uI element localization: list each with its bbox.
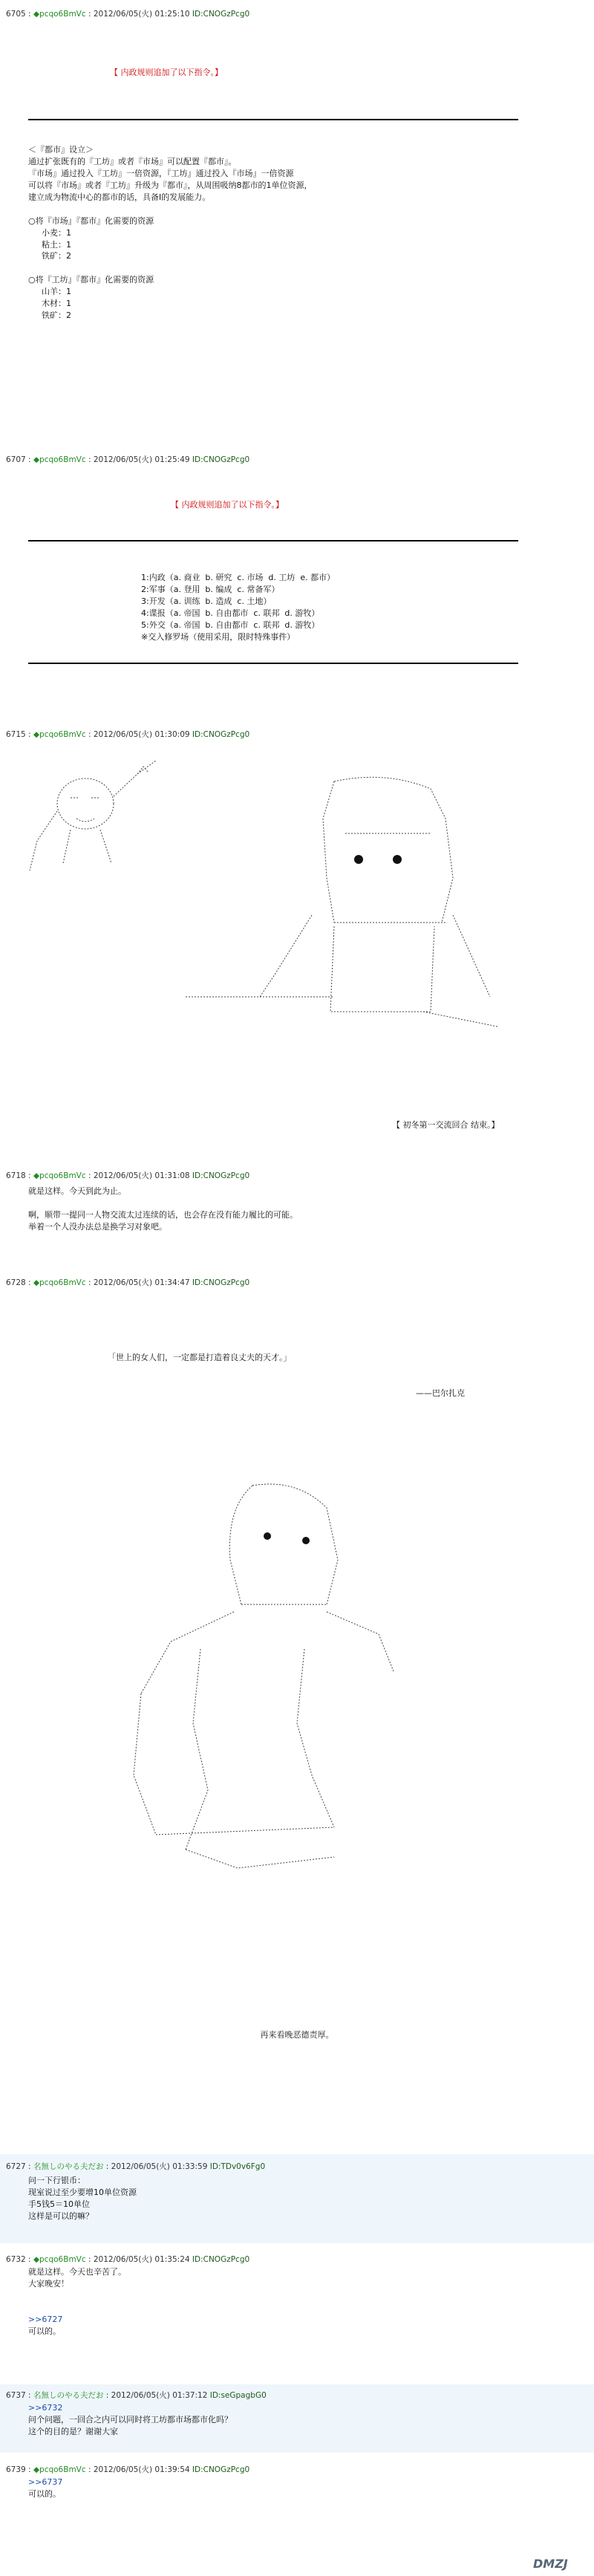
post-header (6, 2390, 267, 2401)
option-line: 5:外交（a. 帝国 b. 自由都市 c. 联邦 d. 游牧） (141, 619, 320, 630)
body-line: 现室说过至少要增10单位资源 (28, 2187, 137, 2197)
post-header (6, 1278, 249, 1289)
body-line: 举着一个人没办法总是换学习对象吧。 (28, 1221, 167, 1232)
post-number[interactable]: 6728 : (6, 1278, 31, 1287)
resource-line: 山羊：1 (42, 287, 71, 297)
post-number[interactable]: 6737 : (6, 2391, 31, 2400)
post-date: : 2012/06/05(火) 01:37:12 (105, 2391, 208, 2400)
post-body (28, 2266, 126, 2338)
post-date: : 2012/06/05(火) 01:33:59 (105, 2162, 208, 2171)
poster-name: ◆pcqo6BmVc (33, 1171, 86, 1180)
post-number[interactable]: 6707 : (6, 455, 31, 464)
rule-line: 『市场』通过投入『工坊』一倍资源，『工坊』通过投入『市场』一倍资源 (28, 168, 294, 178)
svg-text:DMZJ: DMZJ (533, 2557, 568, 2571)
rule-line: 通过扩张既有的『工坊』或者『市场』可以配置『都市』。 (28, 156, 237, 166)
body-line: 问一下行银币： (28, 2176, 85, 2185)
divider (28, 119, 518, 120)
post-number[interactable]: 6705 : (6, 10, 31, 19)
group-title: ○将『工坊』『都市』化需要的资源 (28, 275, 154, 285)
dmzj-logo (532, 2555, 587, 2572)
post-date: : 2012/06/05(火) 01:31:08 (88, 1171, 190, 1180)
body-line: 就是这样。今天到此为止。 (28, 1186, 126, 1196)
reply-link[interactable]: >>6732 (28, 2403, 63, 2413)
post-body (28, 2175, 137, 2222)
ascii-art-character-right (186, 774, 542, 1101)
end-label: 【 初冬第一交流回合 结束。】 (392, 1120, 500, 1130)
post-body (28, 2402, 232, 2438)
post-header (6, 9, 249, 20)
post-body (28, 2476, 62, 2500)
post-id[interactable]: ID:CNOGzPcg0 (192, 2465, 250, 2474)
post-header (6, 2254, 249, 2266)
post-6737 (0, 2384, 594, 2453)
rule-block (28, 144, 313, 322)
resource-line: 铁矿：2 (42, 310, 71, 321)
poster-name: 名無しのやる夫だお (33, 2391, 104, 2400)
post-6715 (0, 729, 594, 1153)
body-line: 就是这样。今天也辛苦了。 (28, 2267, 126, 2277)
post-number[interactable]: 6739 : (6, 2465, 31, 2474)
reply-link[interactable]: >>6737 (28, 2477, 63, 2487)
post-id[interactable]: ID:CNOGzPcg0 (192, 1171, 250, 1180)
poster-name: ◆pcqo6BmVc (33, 730, 86, 739)
post-date: : 2012/06/05(火) 01:35:24 (88, 2255, 190, 2264)
option-line: ※交入修罗场（使用采用，限时特殊事件） (141, 631, 296, 642)
notice-text: 【 内政规则追加了以下指令。】 (171, 500, 284, 510)
post-id[interactable]: ID:TDv0v6Fg0 (209, 2162, 266, 2171)
post-number[interactable]: 6727 : (6, 2162, 31, 2171)
post-6739 (0, 2465, 594, 2576)
option-line: 4:谍报（a. 帝国 b. 自由都市 c. 联邦 d. 游牧） (141, 608, 320, 618)
post-6707 (0, 455, 594, 677)
notice-text: 【 内政规则追加了以下指令。】 (110, 68, 223, 77)
body-line: 这个的目的是？谢谢大家 (28, 2426, 118, 2436)
post-6718 (0, 1171, 594, 1252)
post-number[interactable]: 6718 : (6, 1171, 31, 1180)
body-line: 这样是可以的嘛？ (28, 2211, 94, 2221)
option-line: 3:开发（a. 训练 b. 造成 c. 土地） (141, 596, 272, 606)
post-date: : 2012/06/05(火) 01:30:09 (88, 730, 190, 739)
poster-name: ◆pcqo6BmVc (33, 1278, 86, 1287)
body-line: 可以的。 (28, 2326, 61, 2336)
post-header (6, 2162, 265, 2173)
closing-text: 再来看晚恶德责厚。 (260, 2030, 334, 2040)
post-header (6, 455, 249, 466)
post-date: : 2012/06/05(火) 01:25:49 (88, 455, 190, 464)
post-id[interactable]: ID:CNOGzPcg0 (192, 1278, 250, 1287)
resource-line: 铁矿：2 (42, 251, 71, 261)
ascii-art-woman (111, 1478, 423, 1879)
rule-title: ＜『都市』设立＞ (28, 145, 94, 155)
group-title: ○将『市场』『都市』化需要的资源 (28, 215, 154, 226)
post-id[interactable]: ID:CNOGzPcg0 (192, 2255, 250, 2264)
body-line: 手5钱5＝10单位 (28, 2199, 90, 2209)
option-line: 2:军事（a. 登用 b. 编成 c. 常备军） (141, 584, 280, 594)
post-id[interactable]: ID:CNOGzPcg0 (192, 10, 250, 19)
post-id[interactable]: ID:seGpagbG0 (209, 2391, 267, 2400)
reply-link[interactable]: >>6727 (28, 2314, 63, 2324)
resource-line: 木材：1 (42, 299, 71, 309)
post-id[interactable]: ID:CNOGzPcg0 (192, 455, 250, 464)
body-line: 大家晚安！ (28, 2278, 69, 2289)
post-date: : 2012/06/05(火) 01:39:54 (88, 2465, 190, 2474)
post-header (6, 729, 249, 741)
divider (28, 540, 518, 541)
options-list (141, 572, 335, 643)
body-line: 可以的。 (28, 2488, 61, 2499)
post-6728 (0, 1278, 594, 2110)
rule-line: 可以将『市场』或者『工坊』升级为『都市』，从周围吸纳8都市的1单位资源， (28, 180, 313, 190)
post-number[interactable]: 6732 : (6, 2255, 31, 2264)
body-line: 啊，顺带一提同一人物交流太过连续的话，也会存在没有能力履比的可能。 (28, 1209, 298, 1220)
rule-line: 建立成为物流中心的都市的话，具备I的发展能力。 (28, 192, 211, 202)
resource-line: 小麦：1 (42, 227, 71, 238)
poster-name: ◆pcqo6BmVc (33, 2465, 86, 2474)
post-6727 (0, 2154, 594, 2243)
poster-name: 名無しのやる夫だお (33, 2162, 104, 2171)
poster-name: ◆pcqo6BmVc (33, 10, 86, 19)
divider (28, 663, 518, 664)
post-6705 (0, 9, 594, 417)
post-date: : 2012/06/05(火) 01:34:47 (88, 1278, 190, 1287)
resource-line: 粘土：1 (42, 239, 71, 250)
body-line: 问个问题，一回合之内可以同时将工坊都市场都市化吗？ (28, 2414, 232, 2424)
post-id[interactable]: ID:CNOGzPcg0 (192, 730, 250, 739)
post-6732 (0, 2254, 594, 2388)
post-date: : 2012/06/05(火) 01:25:10 (88, 10, 190, 19)
body-line (28, 1197, 298, 1209)
post-number[interactable]: 6715 : (6, 730, 31, 739)
poster-name: ◆pcqo6BmVc (33, 2255, 86, 2264)
poster-name: ◆pcqo6BmVc (33, 455, 86, 464)
post-header (6, 2465, 249, 2476)
post-header (6, 1171, 249, 1182)
ascii-art-character-left (26, 759, 197, 878)
post-body (28, 1185, 298, 1233)
quote-author: ——巴尔扎克 (416, 1388, 465, 1398)
quote-text: 「世上的女人们，一定都是打造着良丈夫的天才。」 (108, 1353, 292, 1362)
option-line: 1:内政（a. 商业 b. 研究 c. 市场 d. 工坊 e. 都市） (141, 573, 336, 582)
